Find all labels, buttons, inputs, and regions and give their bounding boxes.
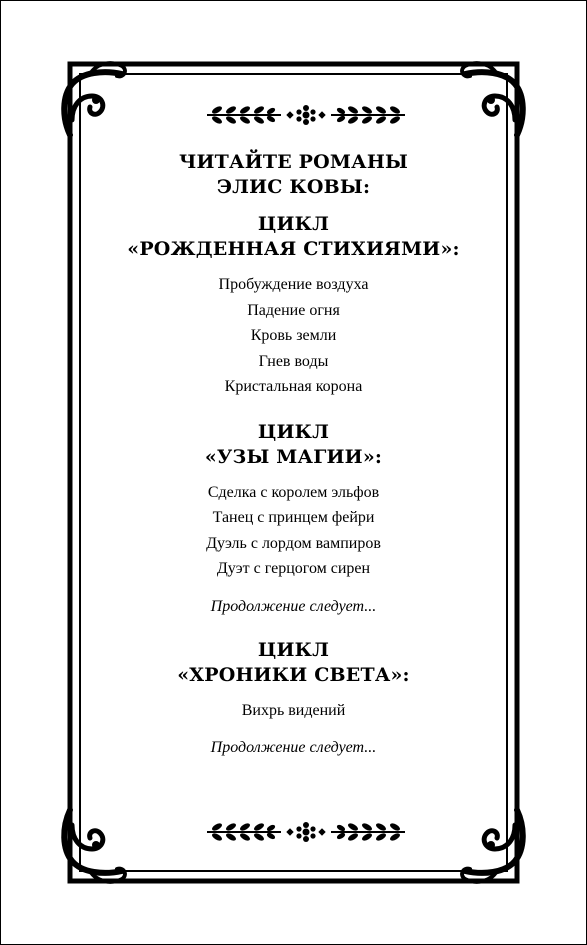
book-list <box>0 150 587 759</box>
book-title: Дуэт с герцогом сирен <box>216 560 371 577</box>
series-light-chronicles <box>0 638 587 760</box>
book-title: Падение огня <box>247 301 340 319</box>
series-title-line2: «ХРОНИКИ СВЕТА»: <box>177 663 410 686</box>
to-be-continued: Продолжение следует... <box>210 739 377 756</box>
laurel-ornament-icon <box>203 102 409 128</box>
book-title: Дуэль с лордом вампиров <box>206 534 381 552</box>
corner-flourish-icon <box>64 810 125 882</box>
book-title: Танец с принцем фейри <box>212 509 375 526</box>
intro-heading-line2: ЭЛИС КОВЫ: <box>216 176 371 198</box>
book-title: Гнев воды <box>258 352 329 370</box>
series-title-line2: «РОЖДЕННАЯ СТИХИЯМИ»: <box>127 238 460 260</box>
series-magic-bonds <box>0 420 587 618</box>
intro-heading-line1: ЧИТАЙТЕ РОМАНЫ <box>178 151 409 173</box>
series-title-line1: ЦИКЛ <box>257 213 330 235</box>
laurel-ornament-icon <box>203 819 409 845</box>
book-title: Кристальная корона <box>224 378 363 395</box>
series-title-line1: ЦИКЛ <box>257 638 330 661</box>
to-be-continued: Продолжение следует... <box>210 597 377 615</box>
corner-flourish-icon <box>462 63 523 135</box>
book-title: Вихрь видений <box>241 701 346 719</box>
book-title: Сделка с королем эльфов <box>207 483 380 501</box>
series-elemental <box>0 212 587 400</box>
book-title: Пробуждение воздуха <box>218 276 369 293</box>
series-title-line2: «УЗЫ МАГИИ»: <box>204 445 383 468</box>
corner-flourish-icon <box>462 810 523 882</box>
series-title-line1: ЦИКЛ <box>257 420 330 443</box>
book-title: Кровь земли <box>250 327 337 344</box>
corner-flourish-icon <box>64 63 125 135</box>
